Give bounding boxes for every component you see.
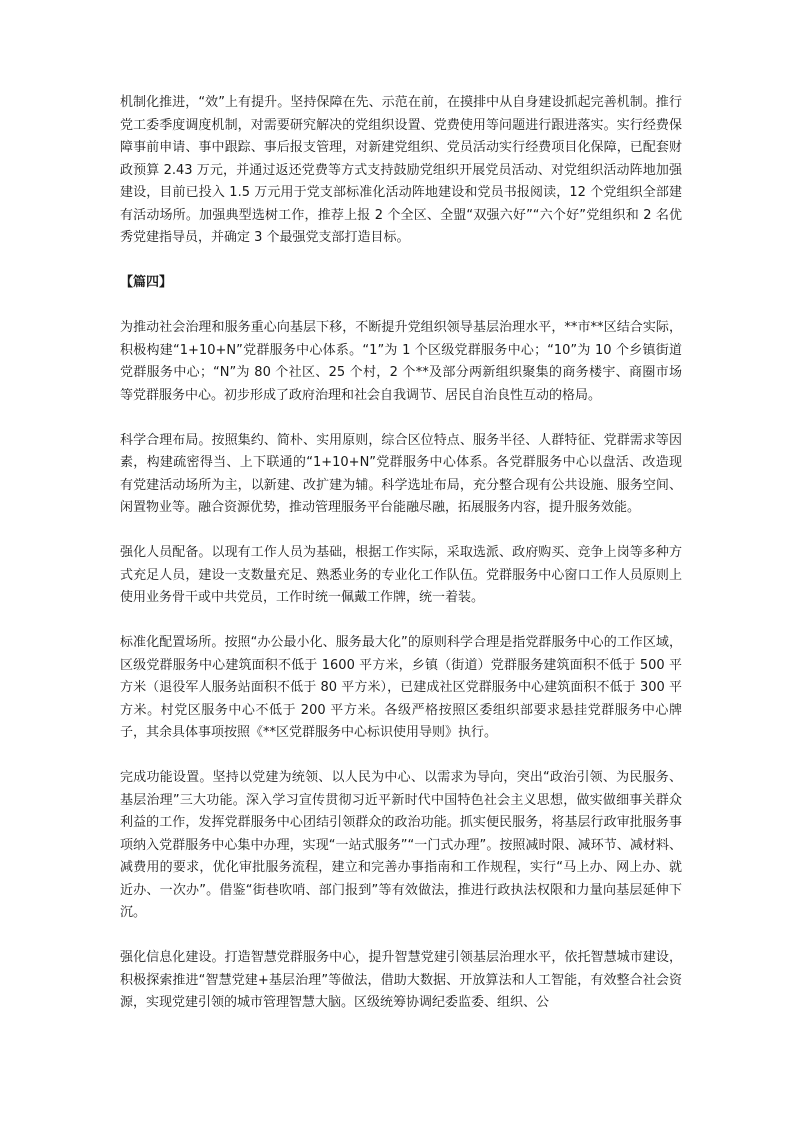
paragraph-venue: 标准化配置场所。按照“办公最小化、服务最大化”的原则科学合理是指党群服务中心的工作区域，区级党群服务中心建筑面积不低于 1600 平方米，乡镇（街道）党群服务建筑面积不低于 500 平方米（退役军人服务站面积不低于 80 平方米），已建成社区党群服务中心建筑面积不低于 300 平方米。村党区服务中心不低于 200 平方米。各级严格按照区委组织部要求悬挂党群服务中心牌子，其余具体事项按照《**区党群服务中心标识使用导则》执行。: [120, 635, 682, 740]
paragraph-informatization: 强化信息化建设。打造智慧党群服务中心，提升智慧党建引领基层治理水平，依托智慧城市建设，积极探索推进“智慧党建+基层治理”等做法，借助大数据、开放算法和人工智能，有效整合社会资源，实现党建引领的城市管理智慧大脑。区级统筹协调纪委监委、组织、公: [120, 950, 682, 1010]
paragraph-layout: 科学合理布局。按照集约、简朴、实用原则，综合区位特点、服务半径、人群特征、党群需求等因素，构建疏密得当、上下联通的“1+10+N”党群服务中心体系。各党群服务中心以盘活、改造现有党建活动场所为主，以新建、改扩建为辅。科学选址布局，充分整合现有公共设施、服务空间、闲置物业等。融合资源优势，推动管理服务平台能融尽融，拓展服务内容，提升服务效能。: [120, 432, 682, 515]
document-body: [120, 92, 682, 1037]
paragraph-staffing: 强化人员配备。以现有工作人员为基础，根据工作实际，采取选派、政府购买、竞争上岗等多种方式充足人员，建设一支数量充足、熟悉业务的专业化工作队伍。党群服务中心窗口工作人员原则上使用业务骨干或中共党员，工作时统一佩戴工作牌，统一着装。: [120, 545, 682, 605]
paragraph-intro: 为推动社会治理和服务重心向基层下移，不断提升党组织领导基层治理水平，**市**区结合实际，积极构建“1+10+N”党群服务中心体系。“1”为 1 个区级党群服务中心；“10”为 10 个乡镇街道党群服务中心；“N”为 80 个社区、25 个村，2 个**及部分两新组织聚集的商务楼宇、商圈市场等党群服务中心。初步形成了政府治理和社会自我调节、居民自治良性互动的格局。: [120, 320, 682, 403]
section-heading: 【篇四】: [120, 275, 173, 290]
paragraph-mechanism: 机制化推进，“效”上有提升。坚持保障在先、示范在前，在摸排中从自身建设抓起完善机制。推行党工委季度调度机制，对需要研究解决的党组织设置、党费使用等问题进行跟进落实。实行经费保障事前申请、事中跟踪、事后报支管理，对新建党组织、党员活动实行经费项目化保障，已配套财政预算 2.43 万元，并通过返还党费等方式支持鼓励党组织开展党员活动、对党组织活动阵地加强建设，目前已投入 1.5 万元用于党支部标准化活动阵地建设和党员书报阅读，12 个党组织全部建有活动场所。加强典型选树工作，推荐上报 2 个全区、全盟“双强六好”“六个好”党组织和 2 名优秀党建指导员，并确定 3 个最强党支部打造目标。: [120, 95, 682, 245]
paragraph-functions: 完成功能设置。坚持以党建为统领、以人民为中心、以需求为导向，突出“政治引领、为民服务、基层治理”三大功能。深入学习宣传贯彻习近平新时代中国特色社会主义思想，做实做细事关群众利益的工作，发挥党群服务中心团结引领群众的政治功能。抓实便民服务，将基层行政审批服务事项纳入党群服务中心集中办理，实现“一站式服务”“一门式办理”。按照减时限、减环节、减材料、减费用的要求，优化审批服务流程，建立和完善办事指南和工作规程，实行“马上办、网上办、就近办、一次办”。借鉴“街巷吹哨、部门报到”等有效做法，推进行政执法权限和力量向基层延伸下沉。: [120, 770, 682, 920]
